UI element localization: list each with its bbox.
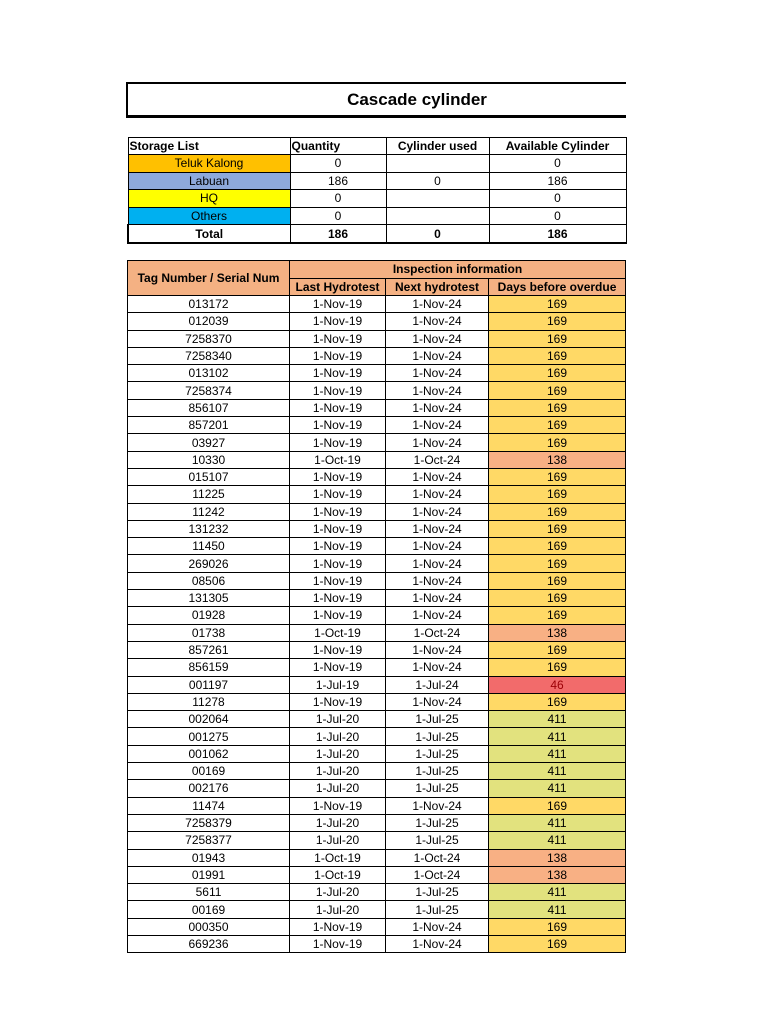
tag-number: 01991 <box>128 866 290 883</box>
last-hydrotest: 1-Jul-20 <box>290 884 386 901</box>
last-hydrotest: 1-Jul-20 <box>290 780 386 797</box>
days-before-overdue: 169 <box>489 607 626 624</box>
total-quantity: 186 <box>290 225 386 243</box>
inspection-row <box>128 918 626 935</box>
last-hydrotest: 1-Nov-19 <box>290 918 386 935</box>
next-hydrotest: 1-Jul-25 <box>386 763 489 780</box>
days-before-overdue: 169 <box>489 330 626 347</box>
inspection-row <box>128 296 626 313</box>
inspection-row <box>128 313 626 330</box>
next-hydrotest: 1-Jul-25 <box>386 711 489 728</box>
tag-number: 11450 <box>128 538 290 555</box>
days-before-overdue: 169 <box>489 382 626 399</box>
inspection-row <box>128 832 626 849</box>
inspection-row <box>128 711 626 728</box>
storage-location: HQ <box>128 190 290 208</box>
days-before-overdue: 169 <box>489 503 626 520</box>
tag-number: 11225 <box>128 486 290 503</box>
storage-available: 0 <box>489 207 626 225</box>
next-hydrotest: 1-Nov-24 <box>386 520 489 537</box>
storage-available: 0 <box>489 190 626 208</box>
tag-number: 269026 <box>128 555 290 572</box>
days-before-overdue: 169 <box>489 347 626 364</box>
inspection-row <box>128 901 626 918</box>
tag-number: 01928 <box>128 607 290 624</box>
days-before-overdue: 169 <box>489 572 626 589</box>
last-hydrotest: 1-Nov-19 <box>290 797 386 814</box>
storage-row <box>128 155 626 173</box>
last-hydrotest: 1-Jul-20 <box>290 711 386 728</box>
next-hydrotest: 1-Nov-24 <box>386 797 489 814</box>
next-hydrotest: 1-Nov-24 <box>386 572 489 589</box>
days-before-overdue: 411 <box>489 884 626 901</box>
storage-quantity: 0 <box>290 207 386 225</box>
days-before-overdue: 411 <box>489 711 626 728</box>
tag-number: 7258374 <box>128 382 290 399</box>
days-before-overdue: 169 <box>489 434 626 451</box>
inspection-row <box>128 538 626 555</box>
next-hydrotest: 1-Nov-24 <box>386 296 489 313</box>
inspection-row <box>128 330 626 347</box>
storage-cylinder-used <box>386 190 489 208</box>
storage-quantity: 0 <box>290 190 386 208</box>
days-before-overdue: 411 <box>489 763 626 780</box>
tag-number-header: Tag Number / Serial Num <box>128 261 290 296</box>
inspection-row <box>128 728 626 745</box>
days-before-overdue: 169 <box>489 313 626 330</box>
tag-number: 7258370 <box>128 330 290 347</box>
tag-number: 08506 <box>128 572 290 589</box>
days-before-overdue: 169 <box>489 555 626 572</box>
last-hydrotest: 1-Nov-19 <box>290 520 386 537</box>
last-hydrotest: 1-Oct-19 <box>290 451 386 468</box>
inspection-row <box>128 641 626 658</box>
inspection-row <box>128 520 626 537</box>
next-hydrotest: 1-Nov-24 <box>386 313 489 330</box>
last-hydrotest: 1-Jul-19 <box>290 676 386 693</box>
storage-location: Labuan <box>128 172 290 190</box>
tag-number: 857201 <box>128 417 290 434</box>
storage-list-header: Storage List <box>128 138 290 155</box>
tag-number: 856107 <box>128 399 290 416</box>
next-hydrotest: 1-Nov-24 <box>386 607 489 624</box>
inspection-row <box>128 624 626 641</box>
inspection-row <box>128 451 626 468</box>
next-hydrotest: 1-Jul-25 <box>386 745 489 762</box>
inspection-row <box>128 590 626 607</box>
inspection-row <box>128 797 626 814</box>
days-before-overdue: 46 <box>489 676 626 693</box>
inspection-row <box>128 347 626 364</box>
next-hydrotest: 1-Jul-25 <box>386 901 489 918</box>
last-hydrotest: 1-Nov-19 <box>290 693 386 710</box>
last-hydrotest: 1-Jul-20 <box>290 728 386 745</box>
last-hydrotest: 1-Nov-19 <box>290 641 386 658</box>
next-hydrotest: 1-Jul-25 <box>386 832 489 849</box>
last-hydrotest: 1-Nov-19 <box>290 468 386 485</box>
days-before-overdue: 169 <box>489 296 626 313</box>
inspection-row <box>128 399 626 416</box>
tag-number: 002176 <box>128 780 290 797</box>
last-hydrotest: 1-Nov-19 <box>290 555 386 572</box>
last-hydrotest: 1-Jul-20 <box>290 814 386 831</box>
storage-quantity: 0 <box>290 155 386 173</box>
next-hydrotest: 1-Nov-24 <box>386 693 489 710</box>
days-before-overdue: 169 <box>489 399 626 416</box>
days-before-overdue: 169 <box>489 918 626 935</box>
last-hydrotest: 1-Oct-19 <box>290 849 386 866</box>
quantity-header: Quantity <box>290 138 386 155</box>
last-hydrotest: 1-Nov-19 <box>290 417 386 434</box>
last-hydrotest: 1-Nov-19 <box>290 365 386 382</box>
inspection-group-header-row <box>128 261 626 279</box>
last-hydrotest: 1-Jul-20 <box>290 745 386 762</box>
tag-number: 7258340 <box>128 347 290 364</box>
last-hydrotest: 1-Jul-20 <box>290 763 386 780</box>
last-hydrotest: 1-Nov-19 <box>290 590 386 607</box>
next-hydrotest: 1-Oct-24 <box>386 866 489 883</box>
inspection-row <box>128 417 626 434</box>
last-hydrotest: 1-Nov-19 <box>290 538 386 555</box>
next-hydrotest: 1-Nov-24 <box>386 486 489 503</box>
storage-row <box>128 172 626 190</box>
days-before-overdue: 411 <box>489 814 626 831</box>
next-hydrotest: 1-Nov-24 <box>386 555 489 572</box>
last-hydrotest-header: Last Hydrotest <box>290 278 386 296</box>
days-before-overdue: 411 <box>489 832 626 849</box>
days-before-overdue: 169 <box>489 486 626 503</box>
next-hydrotest: 1-Nov-24 <box>386 641 489 658</box>
inspection-row <box>128 555 626 572</box>
last-hydrotest: 1-Nov-19 <box>290 503 386 520</box>
days-before-overdue: 138 <box>489 866 626 883</box>
next-hydrotest: 1-Jul-25 <box>386 728 489 745</box>
storage-cylinder-used <box>386 207 489 225</box>
days-before-overdue: 169 <box>489 935 626 952</box>
tag-number: 01943 <box>128 849 290 866</box>
next-hydrotest: 1-Nov-24 <box>386 417 489 434</box>
days-before-overdue: 411 <box>489 901 626 918</box>
tag-number: 01738 <box>128 624 290 641</box>
days-before-overdue: 138 <box>489 849 626 866</box>
storage-header-row <box>128 138 626 155</box>
tag-number: 001062 <box>128 745 290 762</box>
tag-number: 002064 <box>128 711 290 728</box>
last-hydrotest: 1-Jul-20 <box>290 901 386 918</box>
tag-number: 001275 <box>128 728 290 745</box>
next-hydrotest: 1-Nov-24 <box>386 659 489 676</box>
next-hydrotest: 1-Nov-24 <box>386 382 489 399</box>
storage-summary-table <box>127 137 627 244</box>
inspection-row <box>128 745 626 762</box>
tag-number: 11242 <box>128 503 290 520</box>
next-hydrotest: 1-Nov-24 <box>386 590 489 607</box>
next-hydrotest: 1-Nov-24 <box>386 434 489 451</box>
days-before-overdue: 169 <box>489 659 626 676</box>
next-hydrotest: 1-Jul-24 <box>386 676 489 693</box>
last-hydrotest: 1-Nov-19 <box>290 296 386 313</box>
tag-number: 001197 <box>128 676 290 693</box>
storage-cylinder-used <box>386 155 489 173</box>
total-available: 186 <box>489 225 626 243</box>
tag-number: 856159 <box>128 659 290 676</box>
total-label: Total <box>128 225 290 243</box>
days-before-overdue: 169 <box>489 365 626 382</box>
sheet-title-box <box>126 82 626 118</box>
tag-number: 015107 <box>128 468 290 485</box>
tag-number: 013172 <box>128 296 290 313</box>
days-before-overdue: 169 <box>489 641 626 658</box>
next-hydrotest: 1-Oct-24 <box>386 451 489 468</box>
days-before-overdue: 411 <box>489 728 626 745</box>
inspection-row <box>128 434 626 451</box>
tag-number: 669236 <box>128 935 290 952</box>
days-before-overdue: 138 <box>489 451 626 468</box>
inspection-row <box>128 382 626 399</box>
last-hydrotest: 1-Nov-19 <box>290 607 386 624</box>
next-hydrotest: 1-Nov-24 <box>386 330 489 347</box>
inspection-row <box>128 486 626 503</box>
inspection-row <box>128 503 626 520</box>
days-before-overdue: 411 <box>489 745 626 762</box>
inspection-row <box>128 693 626 710</box>
tag-number: 00169 <box>128 901 290 918</box>
inspection-row <box>128 866 626 883</box>
next-hydrotest: 1-Nov-24 <box>386 365 489 382</box>
days-before-overdue: 169 <box>489 417 626 434</box>
inspection-row <box>128 365 626 382</box>
next-hydrotest: 1-Jul-25 <box>386 814 489 831</box>
available-cylinder-header: Available Cylinder <box>489 138 626 155</box>
inspection-row <box>128 935 626 952</box>
tag-number: 7258377 <box>128 832 290 849</box>
days-before-overdue-header: Days before overdue <box>489 278 626 296</box>
tag-number: 03927 <box>128 434 290 451</box>
next-hydrotest: 1-Jul-25 <box>386 780 489 797</box>
inspection-information-header: Inspection information <box>290 261 626 279</box>
storage-total-row <box>128 225 626 243</box>
last-hydrotest: 1-Nov-19 <box>290 313 386 330</box>
last-hydrotest: 1-Nov-19 <box>290 486 386 503</box>
last-hydrotest: 1-Nov-19 <box>290 347 386 364</box>
tag-number: 10330 <box>128 451 290 468</box>
next-hydrotest: 1-Nov-24 <box>386 399 489 416</box>
storage-available: 186 <box>489 172 626 190</box>
days-before-overdue: 411 <box>489 780 626 797</box>
inspection-row <box>128 763 626 780</box>
inspection-row <box>128 468 626 485</box>
storage-row <box>128 207 626 225</box>
tag-number: 11474 <box>128 797 290 814</box>
next-hydrotest: 1-Nov-24 <box>386 503 489 520</box>
days-before-overdue: 169 <box>489 468 626 485</box>
tag-number: 5611 <box>128 884 290 901</box>
total-cylinder-used: 0 <box>386 225 489 243</box>
last-hydrotest: 1-Nov-19 <box>290 572 386 589</box>
inspection-row <box>128 659 626 676</box>
days-before-overdue: 169 <box>489 520 626 537</box>
next-hydrotest: 1-Nov-24 <box>386 347 489 364</box>
days-before-overdue: 169 <box>489 693 626 710</box>
last-hydrotest: 1-Nov-19 <box>290 382 386 399</box>
storage-available: 0 <box>489 155 626 173</box>
last-hydrotest: 1-Nov-19 <box>290 399 386 416</box>
tag-number: 131305 <box>128 590 290 607</box>
inspection-table <box>127 260 626 953</box>
last-hydrotest: 1-Oct-19 <box>290 866 386 883</box>
inspection-row <box>128 884 626 901</box>
storage-location: Teluk Kalong <box>128 155 290 173</box>
inspection-row <box>128 572 626 589</box>
tag-number: 131232 <box>128 520 290 537</box>
last-hydrotest: 1-Nov-19 <box>290 659 386 676</box>
next-hydrotest: 1-Oct-24 <box>386 624 489 641</box>
inspection-row <box>128 780 626 797</box>
next-hydrotest: 1-Nov-24 <box>386 935 489 952</box>
next-hydrotest: 1-Nov-24 <box>386 538 489 555</box>
tag-number: 857261 <box>128 641 290 658</box>
last-hydrotest: 1-Nov-19 <box>290 330 386 347</box>
cylinder-used-header: Cylinder used <box>386 138 489 155</box>
last-hydrotest: 1-Jul-20 <box>290 832 386 849</box>
next-hydrotest: 1-Nov-24 <box>386 468 489 485</box>
sheet-title: Cascade cylinder <box>347 89 487 109</box>
tag-number: 000350 <box>128 918 290 935</box>
next-hydrotest-header: Next hydrotest <box>386 278 489 296</box>
storage-row <box>128 190 626 208</box>
next-hydrotest: 1-Jul-25 <box>386 884 489 901</box>
inspection-row <box>128 849 626 866</box>
last-hydrotest: 1-Nov-19 <box>290 935 386 952</box>
days-before-overdue: 138 <box>489 624 626 641</box>
inspection-row <box>128 676 626 693</box>
storage-location: Others <box>128 207 290 225</box>
last-hydrotest: 1-Oct-19 <box>290 624 386 641</box>
next-hydrotest: 1-Nov-24 <box>386 918 489 935</box>
tag-number: 7258379 <box>128 814 290 831</box>
tag-number: 11278 <box>128 693 290 710</box>
tag-number: 013102 <box>128 365 290 382</box>
storage-quantity: 186 <box>290 172 386 190</box>
last-hydrotest: 1-Nov-19 <box>290 434 386 451</box>
inspection-row <box>128 814 626 831</box>
tag-number: 00169 <box>128 763 290 780</box>
days-before-overdue: 169 <box>489 797 626 814</box>
next-hydrotest: 1-Oct-24 <box>386 849 489 866</box>
tag-number: 012039 <box>128 313 290 330</box>
inspection-row <box>128 607 626 624</box>
days-before-overdue: 169 <box>489 590 626 607</box>
days-before-overdue: 169 <box>489 538 626 555</box>
storage-cylinder-used: 0 <box>386 172 489 190</box>
